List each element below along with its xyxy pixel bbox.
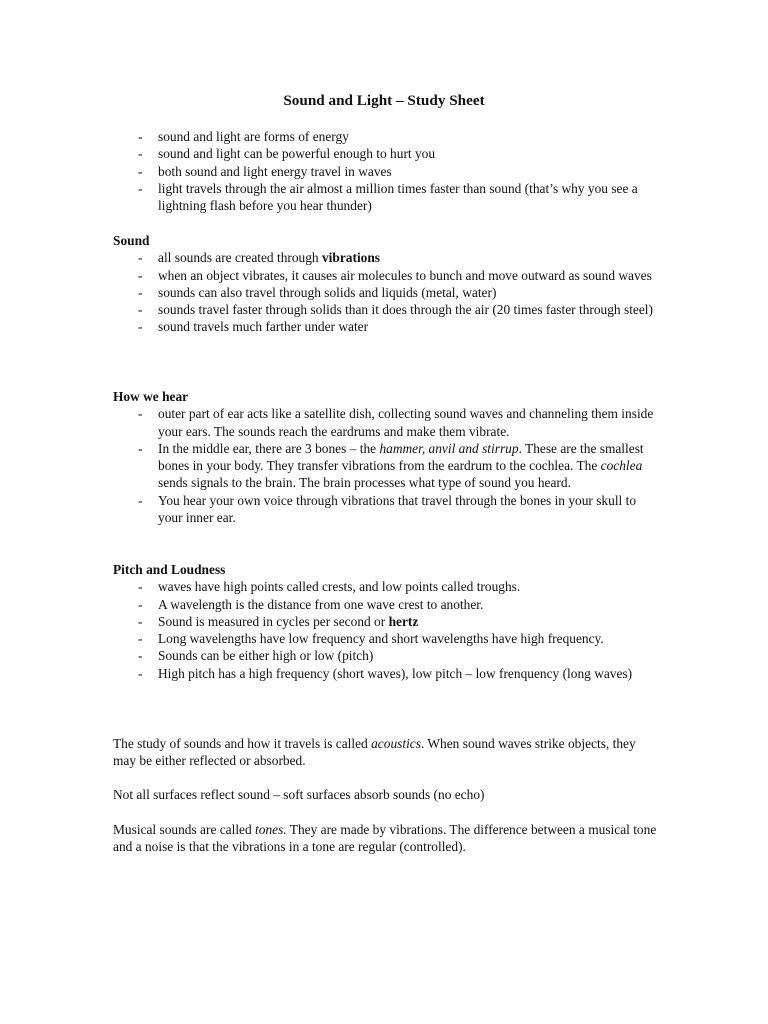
page-title: Sound and Light – Study Sheet: [283, 92, 485, 109]
hearing-list: [113, 405, 658, 526]
list-item: - sound travels much farther under water: [138, 319, 369, 335]
sound-section: [113, 232, 658, 336]
list-item: - Sounds can be either high or low (pitch): [138, 648, 374, 664]
bullet-dash: -: [138, 492, 143, 508]
acoustics-paragraph: [113, 735, 658, 770]
hearing-section: [113, 388, 658, 526]
list-item: - sounds can also travel through solids and liquids (metal, water): [138, 284, 497, 300]
bullet-dash: -: [138, 440, 143, 456]
bold-term: hertz: [388, 613, 419, 629]
section-heading: Pitch and Loudness: [113, 562, 226, 577]
paragraph: The study of sounds and how it travels is called acoustics. When sound waves strike objects, they may be either reflected or absorbed.: [113, 736, 636, 769]
list-item: - sound and light are forms of energy: [138, 129, 349, 144]
list-item: - A wavelength is the distance from one wave crest to another.: [138, 596, 484, 612]
paragraph: Not all surfaces reflect sound – soft surfaces absorb sounds (no echo): [113, 787, 485, 802]
list-item: - outer part of ear acts like a satellite dish, collecting sound waves and channeling them inside your ears. The sounds reach the eardrums and make them vibrate.: [138, 406, 654, 439]
italic-term: cochlea: [600, 458, 643, 474]
section-heading: How we hear: [113, 389, 189, 404]
list-item: - Sound is measured in cycles per second or hertz: [138, 613, 419, 629]
list-item: - waves have high points called crests, and low points called troughs.: [138, 579, 521, 595]
list-item: - all sounds are created through vibrations: [138, 250, 381, 266]
bullet-dash: -: [138, 284, 143, 300]
bullet-dash: -: [138, 665, 143, 681]
section-heading: Sound: [113, 233, 150, 248]
bullet-dash: -: [138, 648, 143, 664]
bullet-dash: -: [138, 267, 143, 283]
intro-section: [113, 128, 658, 214]
bullet-dash: -: [138, 631, 143, 647]
list-item: - sounds travel faster through solids than it does through the air (20 times faster through steel): [138, 302, 653, 318]
list-item: - both sound and light energy travel in waves: [138, 163, 392, 179]
bullet-dash: -: [138, 180, 143, 196]
list-item: - sound and light can be powerful enough to hurt you: [138, 146, 436, 162]
pitch-section: [113, 561, 658, 682]
bullet-dash: -: [138, 163, 143, 179]
list-item: - Long wavelengths have low frequency and short wavelengths have high frequency.: [138, 631, 604, 647]
bold-term: vibrations: [321, 250, 381, 266]
bullet-dash: -: [138, 579, 143, 595]
paragraph: Musical sounds are called tones. They are made by vibrations. The difference between a musical tone and a noise is that the vibrations in a tone are regular (controlled).: [113, 822, 657, 855]
list-item: - You hear your own voice through vibrations that travel through the bones in your skull to your inner ear.: [138, 492, 637, 526]
pitch-list: [113, 578, 658, 682]
bullet-dash: -: [138, 613, 143, 629]
italic-term: tones.: [255, 822, 287, 837]
italic-term: acoustics: [371, 736, 421, 751]
bullet-dash: -: [138, 146, 143, 162]
bullet-dash: -: [138, 406, 143, 422]
bullet-dash: -: [138, 302, 143, 318]
bullet-dash: -: [138, 596, 143, 612]
list-item: - High pitch has a high frequency (short waves), low pitch – low frenquency (long waves): [138, 665, 633, 681]
surfaces-paragraph: [113, 786, 658, 803]
bullet-dash: -: [138, 129, 143, 144]
list-item: - In the middle ear, there are 3 bones – the hammer, anvil and stirrup. These are the smallest bones in your body. They transfer vibrations from the eardrum to the cochlea. The cochlea sends signals to the brain. The brain processes what type of sound you heard.: [138, 440, 644, 491]
intro-list: [113, 128, 658, 214]
list-item: - when an object vibrates, it causes air molecules to bunch and move outward as sound waves: [138, 267, 652, 283]
bullet-dash: -: [138, 319, 143, 335]
sound-list: [113, 249, 658, 335]
bullet-dash: -: [138, 250, 143, 266]
italic-term: hammer, anvil and stirrup: [379, 440, 519, 456]
tones-paragraph: [113, 821, 658, 856]
list-item: - light travels through the air almost a million times faster than sound (that’s why you see a lightning flash before you hear thunder): [138, 180, 638, 214]
